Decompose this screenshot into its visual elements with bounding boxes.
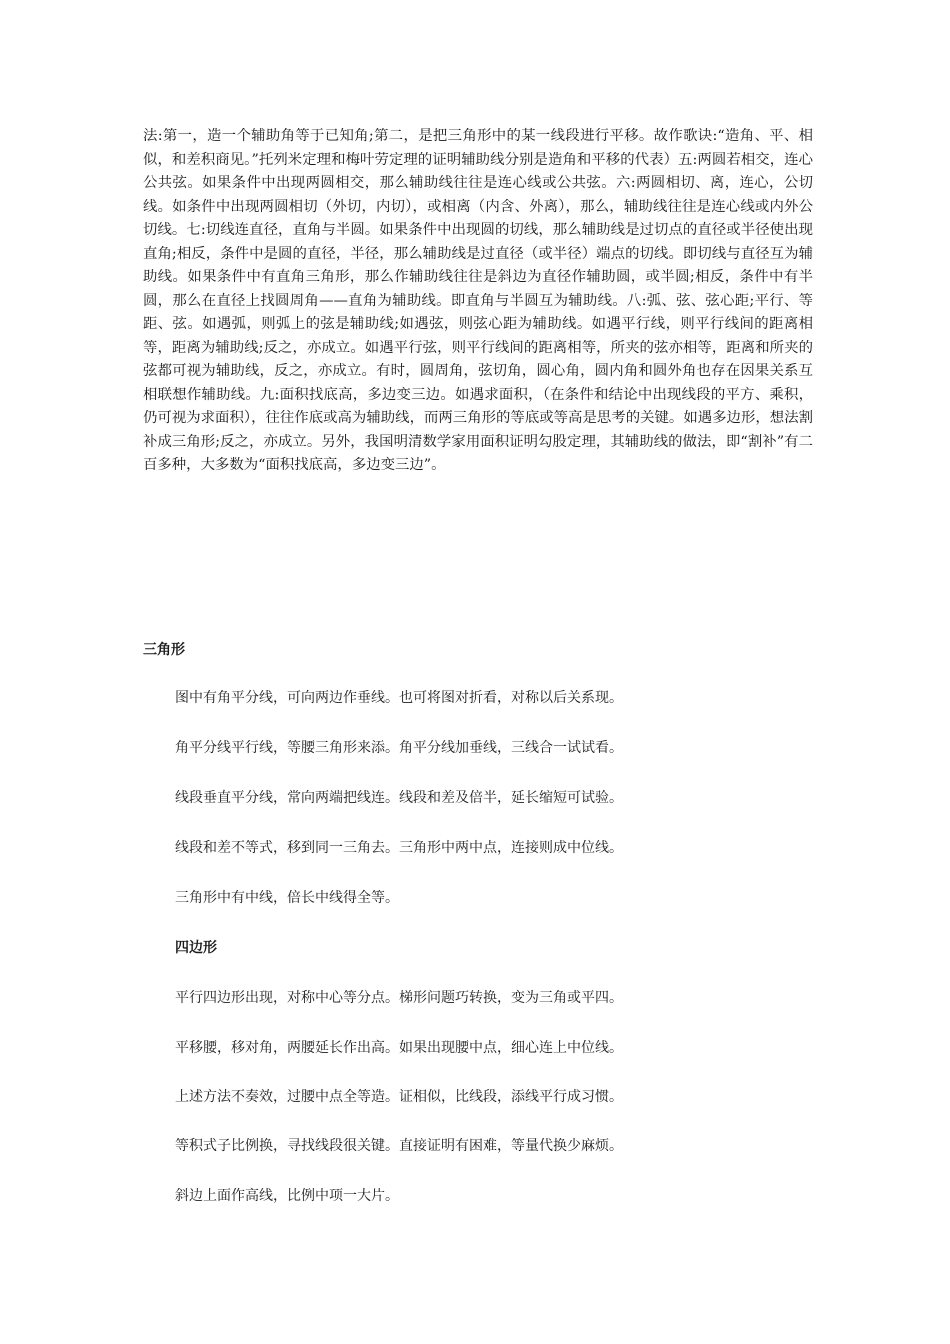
intro-paragraph: 法:第一，造一个辅助角等于已知角;第二，是把三角形中的某一线段进行平移。故作歌诀:“造角、平、相似，和差积商见。”托列米定理和梅叶劳定理的证明辅助线分别是造角和平移的代表）五:两圆若相交，连心公共弦。如果条件中出现两圆相交，那么辅助线往往是连心线或公共弦。六:两圆相切、离，连心，公切线。如条件中出现两圆相切（外切，内切），或相离（内含、外离），那么，辅助线往往是连心线或内外公切线。七:切线连直径，直角与半圆。如果条件中出现圆的切线，那么辅助线是过切点的直径或半径使出现直角;相反，条件中是圆的直径，半径，那么辅助线是过直径（或半径）端点的切线。即切线与直径互为辅助线。如果条件中有直角三角形，那么作辅助线往往是斜边为直径作辅助圆，或半圆;相反，条件中有半圆，那么在直径上找圆周角——直角为辅助线。即直角与半圆互为辅助线。八:弧、弦、弦心距;平行、等距、弦。如遇弧，则弧上的弦是辅助线;如遇弦，则弦心距为辅助线。如遇平行线，则平行线间的距离相等，距离为辅助线;反之，亦成立。如遇平行弦，则平行线间的距离相等，所夹的弦亦相等，距离和所夹的弦都可视为辅助线，反之，亦成立。有时，圆周角，弦切角，圆心角，圆内角和圆外角也存在因果关系互相联想作辅助线。九:面积找底高，多边变三边。如遇求面积，（在条件和结论中出现线段的平方、乘积，仍可视为求面积），往往作底或高为辅助线，而两三角形的等底或等高是思考的关键。如遇多边形，想法割补成三角形;反之，亦成立。另外，我国明清数学家用面积证明勾股定理，其辅助线的做法，即“割补”有二百多种，大多数为“面积找底高，多边变三边”。 — [143, 128, 813, 473]
triangle-line: 角平分线平行线，等腰三角形来添。角平分线加垂线，三线合一试试看。 — [175, 740, 623, 756]
section-title-quadrilateral: 四边形 — [175, 940, 217, 956]
triangle-line: 图中有角平分线，可向两边作垂线。也可将图对折看，对称以后关系现。 — [175, 690, 623, 706]
triangle-line: 三角形中有中线，倍长中线得全等。 — [175, 890, 399, 906]
triangle-line: 线段垂直平分线，常向两端把线连。线段和差及倍半，延长缩短可试验。 — [175, 790, 623, 806]
section-title-triangle: 三角形 — [143, 642, 185, 658]
quadrilateral-line: 等积式子比例换，寻找线段很关键。直接证明有困难，等量代换少麻烦。 — [175, 1138, 623, 1154]
quadrilateral-line: 平移腰，移对角，两腰延长作出高。如果出现腰中点，细心连上中位线。 — [175, 1040, 623, 1056]
quadrilateral-line: 平行四边形出现，对称中心等分点。梯形问题巧转换，变为三角或平四。 — [175, 990, 623, 1006]
quadrilateral-line: 上述方法不奏效，过腰中点全等造。证相似，比线段，添线平行成习惯。 — [175, 1089, 623, 1105]
quadrilateral-line: 斜边上面作高线，比例中项一大片。 — [175, 1188, 399, 1204]
triangle-line: 线段和差不等式，移到同一三角去。三角形中两中点，连接则成中位线。 — [175, 840, 623, 856]
